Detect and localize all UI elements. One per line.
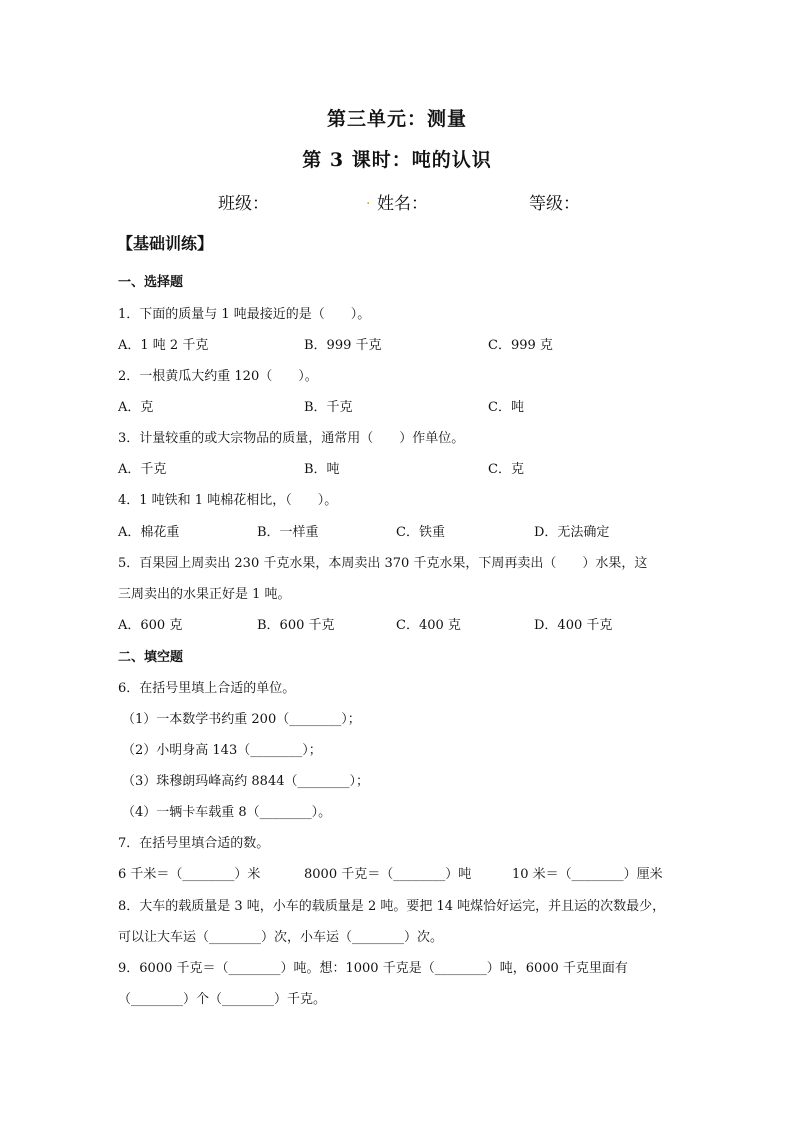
question-6: 6．在括号里填上合适的单位。 [118, 681, 296, 696]
question-8-line2: 可以让大车运（________）次，小车运（________）次。 [118, 930, 444, 945]
q2-option-c: C．吨 [488, 400, 524, 415]
question-9-line1: 9．6000 千克＝（________）吨。想：1000 千克是（________）吨，6000 千克里面有 [118, 961, 628, 976]
q4-option-d: D．无法确定 [534, 525, 610, 540]
q5-option-a: A．600 克 [118, 618, 183, 633]
class-label: 班级： [218, 194, 269, 214]
question-8-line1: 8．大车的载质量是 3 吨，小车的载质量是 2 吨。要把 14 吨煤恰好运完，并且运的次数最少， [118, 899, 666, 914]
q5-option-c: C．400 克 [396, 618, 461, 633]
q2-option-a: A．克 [118, 400, 154, 415]
q3-option-a: A．千克 [118, 462, 167, 477]
q4-option-c: C．铁重 [396, 525, 445, 540]
question-5-line1: 5．百果园上周卖出 230 千克水果，本周卖出 370 千克水果，下周再卖出（ ）水果，这 [118, 556, 648, 571]
page-title: 第三单元：测量 [326, 108, 467, 130]
q5-option-b: B．600 千克 [257, 618, 335, 633]
section-basic-training: 【基础训练】 [117, 234, 214, 253]
q1-option-b: B．999 千克 [304, 338, 382, 353]
question-5-line2: 三周卖出的水果正好是 1 吨。 [118, 587, 291, 602]
dot-mark: . [366, 192, 371, 208]
q3-option-c: C．克 [488, 462, 524, 477]
question-7: 7．在括号里填合适的数。 [118, 836, 270, 851]
name-label: 姓名： [377, 194, 428, 214]
q5-option-d: D．400 千克 [534, 618, 613, 633]
q4-option-b: B．一样重 [257, 525, 319, 540]
question-2: 2．一根黄瓜大约重 120（ ）。 [118, 369, 318, 384]
q7-part-3: 10 米＝（________）厘米 [512, 867, 663, 882]
q6-item-4: （4）一辆卡车载重 8（________）。 [122, 805, 332, 820]
q6-item-2: （2）小明身高 143（________）； [122, 743, 322, 758]
section-choice: 一、选择题 [118, 275, 184, 290]
q3-option-b: B．吨 [304, 462, 340, 477]
q6-item-3: （3）珠穆朗玛峰高约 8844（________）； [122, 774, 369, 789]
question-3: 3．计量较重的或大宗物品的质量，通常用（ ）作单位。 [118, 431, 465, 446]
q1-option-a: A．1 吨 2 千克 [118, 338, 209, 353]
q4-option-a: A．棉花重 [118, 525, 180, 540]
q7-part-1: 6 千米＝（________）米 [118, 867, 261, 882]
question-1: 1．下面的质量与 1 吨最接近的是（ ）。 [118, 307, 371, 322]
lesson-subtitle: 第 3 课时：吨的认识 [302, 149, 492, 171]
grade-label: 等级： [529, 194, 580, 214]
question-4: 4．1 吨铁和 1 吨棉花相比，（ ）。 [118, 493, 338, 508]
q7-part-2: 8000 千克＝（________）吨 [304, 867, 472, 882]
question-9-line2: （________）个（________）千克。 [118, 992, 327, 1007]
q6-item-1: （1）一本数学书约重 200（________）； [122, 712, 361, 727]
section-fill-in: 二、填空题 [118, 650, 184, 665]
q2-option-b: B．千克 [304, 400, 353, 415]
q1-option-c: C．999 克 [488, 338, 553, 353]
